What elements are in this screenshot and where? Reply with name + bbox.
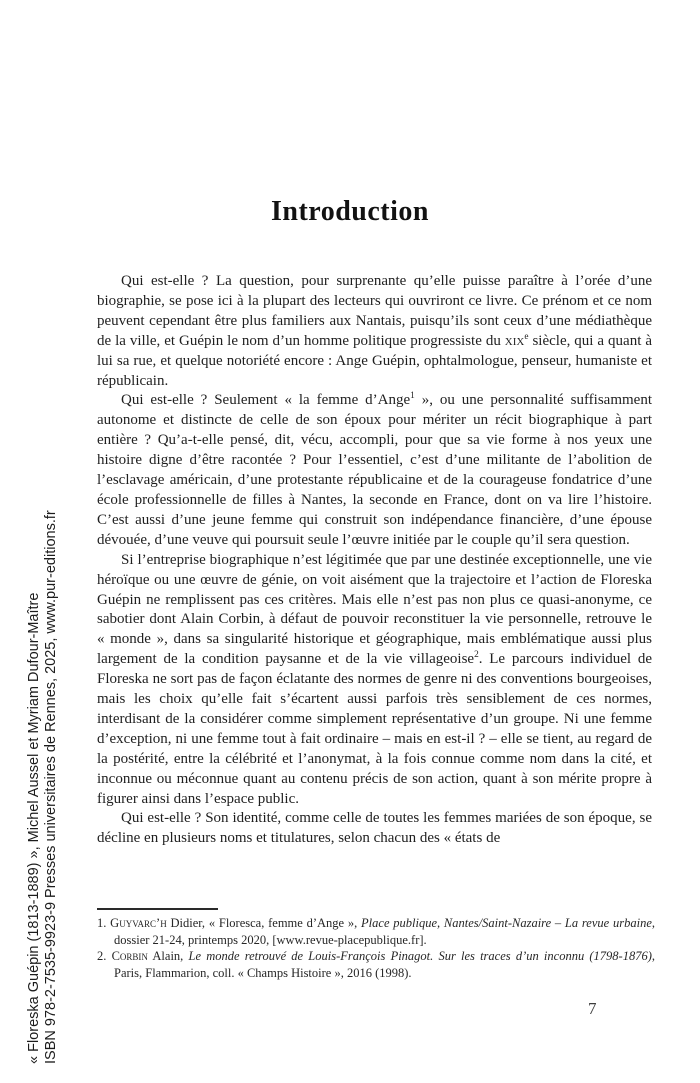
paragraph <box>97 391 652 550</box>
text-segment: , Paris, Flammarion, coll. « Champs Histoire », 2016 (1998). <box>114 949 655 980</box>
text-segment: , dossier 21-24, printemps 2020, [www.revue-placepublique.fr]. <box>114 916 655 947</box>
text-segment: Alain, <box>147 949 189 964</box>
body-text <box>97 272 652 920</box>
footnote-separator <box>97 908 218 910</box>
spine-line-authors: « Floreska Guépin (1813-1889) », Michel Aussel et Myriam Dufour-Maître <box>26 592 42 1064</box>
spine-line-isbn: ISBN 978-2-7535-9923-9 Presses universitaires de Rennes, 2025, www.pur-editions.fr <box>43 510 59 1064</box>
footnote-number: 2. <box>97 949 107 964</box>
paragraph <box>97 551 652 810</box>
footnote-number: 1. <box>97 916 107 930</box>
text-segment: . Le parcours individuel de Floreska ne sort pas de façon éclatante des normes de genre ni des conventions bourgeoises, mais les choix qu’elle fait s’écartent aussi parfois très sensiblement de ces normes, interdisant de la considérer comme simplement représentative d’un groupe. Ni une femme d’exception, ni une femme tout à fait ordinaire – mais en est-il ? – elle se tient, au regard de la postérité, entre la célébrité et l’anonymat, à la fois connue comme nom dans la cité, et inconnue ou méconnue quant au contenu précis de son action, quant à son mérite propre à figurer ainsi dans l’espace public. <box>97 651 652 807</box>
footnotes <box>97 915 655 981</box>
text-segment-sup: e <box>524 331 529 342</box>
text-segment: Si l’entreprise biographique n’est légitimée que par une destinée exceptionnelle, une vie héroïque ou une œuvre de génie, on voit aisément que la trajectoire et l’action de Floreska Guépin ne remplissent pas ces critères. Mais elle n’est pas non plus ce quasi-anonyme, ce sabotier dont Alain Corbin, à défaut de pouvoir reconstituer la vie personnelle, retrouve le « monde », dans sa singularité historique et géographique, mais emblématique aussi plus largement de la condition paysanne et de la vie villageoise <box>97 551 652 668</box>
page-number: 7 <box>588 999 597 1018</box>
text-segment-smallcaps: Corbin <box>111 949 148 964</box>
text-segment-sup: 1 <box>410 391 415 402</box>
page-title: Introduction <box>271 196 429 227</box>
text-segment-sup: 2 <box>474 650 479 661</box>
text-segment: », ou une personnalité suffisamment autonome et distincte de celle de son époux pour mériter un récit biographique à part entière ? Qu’a-t-elle pensé, dit, vécu, accompli, pour que sa vie forme à nos yeux une histoire digne d’être racontée ? Pour l’essentiel, c’est d’une militante de l’abolition de l’esclavage américain, d’une protestante républicaine et de la courageuse fondatrice d’une école professionnelle de filles à Nantes, la seconde en France, dont on va lire l’histoire. C’est aussi d’une jeune femme qui construit son indépendance financière, d’une épouse dévouée, d’une veuve qui poursuit seule l’œuvre initiée par le couple qu’il sera question. <box>97 392 652 548</box>
paragraph <box>97 272 652 391</box>
text-segment: Qui est-elle ? Son identité, comme celle de toutes les femmes mariées de son époque, se décline en plusieurs noms et titulatures, selon chacun des « états de <box>97 810 652 847</box>
text-segment: Didier, « Floresca, femme d’Ange », <box>166 916 362 930</box>
footnote-item <box>97 948 655 981</box>
text-segment-smallcaps: Guyvarc’h <box>110 916 167 930</box>
spine-credit-text <box>26 510 60 1064</box>
footnote-item <box>97 915 655 948</box>
paragraph <box>97 809 652 849</box>
text-segment: Qui est-elle ? Seulement « la femme d’Ange <box>121 392 411 409</box>
text-segment: Qui est-elle ? La question, pour surprenante qu’elle puisse paraître à l’orée d’une biographie, se pose ici à la plupart des lecteurs qui ouvriront ce livre. Ce prénom et ce nom peuvent cependant être plus familiers aux Nantais, puisqu’ils sont ceux d’une médiathèque de la ville, et Guépin le nom d’un homme politique progressiste du <box>97 273 652 349</box>
text-segment-italic: Le monde retrouvé de Louis-François Pinagot. Sur les traces d’un inconnu (1798-1876) <box>188 949 652 964</box>
text-segment: siècle, qui a quant à lui sa rue, et quelque notoriété encore : Ange Guépin, ophtalmologue, penseur, humaniste et républicain. <box>97 332 652 389</box>
text-segment-smallcaps: xix <box>504 332 525 349</box>
text-segment-italic: Place publique, Nantes/Saint-Nazaire – La revue urbaine <box>361 916 652 930</box>
